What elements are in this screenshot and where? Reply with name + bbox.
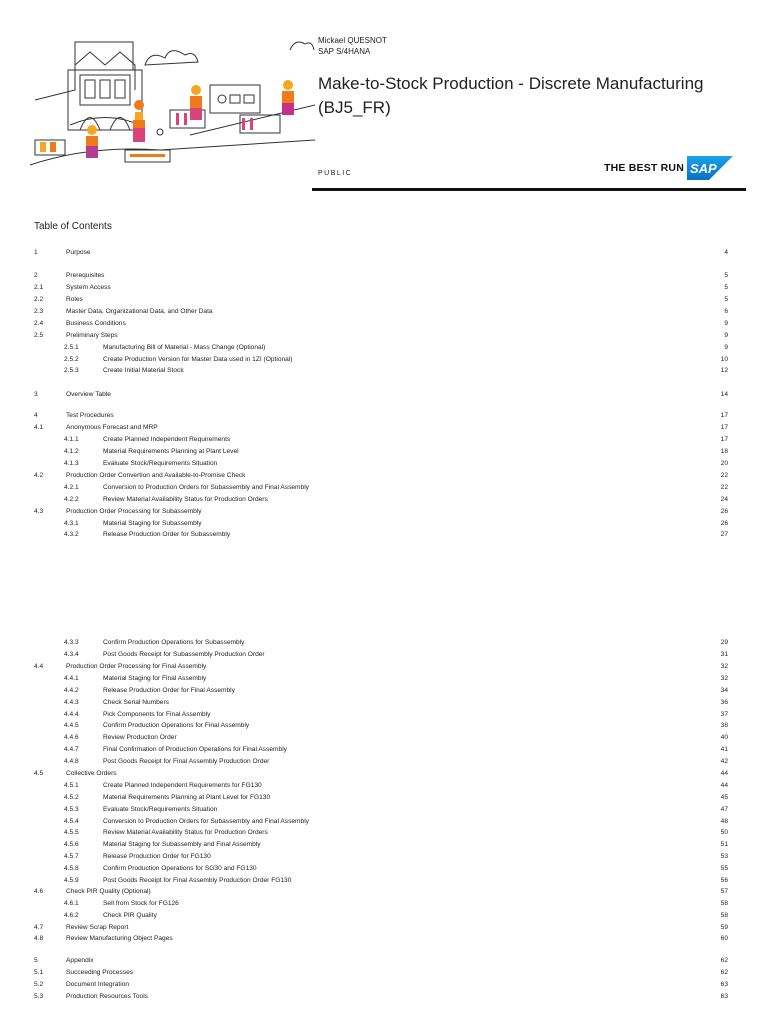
author-block	[318, 35, 387, 57]
toc-entry-label: Production Resources Tools	[66, 993, 148, 1000]
toc-entry-page: 6	[724, 308, 728, 315]
toc-entry-number: 4.4.6	[64, 734, 79, 741]
toc-entry[interactable]	[34, 979, 728, 990]
toc-entry-page: 58	[720, 912, 728, 919]
toc-entry-label: Production Order Convertion and Available-to-Promise Check	[66, 472, 246, 479]
toc-entry-number: 4	[34, 412, 38, 419]
toc-entry-number: 4.4.1	[64, 675, 79, 682]
toc-entry-label: Material Staging for Final Assembly	[103, 675, 207, 682]
toc-entry-page: 62	[720, 957, 728, 964]
toc-entry-number: 4.5.1	[64, 782, 79, 789]
toc-entry-page: 27	[720, 531, 728, 538]
toc-entry-label: Release Production Order for Final Assembly	[103, 687, 235, 694]
toc-entry[interactable]	[34, 294, 728, 305]
toc-entry-label: Conversion to Production Orders for Subassembly and Final Assembly	[103, 484, 309, 491]
toc-entry-label: Manufacturing Bill of Material - Mass Change (Optional)	[103, 344, 266, 351]
toc-entry-page: 34	[720, 687, 728, 694]
toc-entry-number: 5.1	[34, 969, 44, 976]
toc-entry-label: Post Goods Receipt for Final Assembly Production Order FG130	[103, 877, 292, 884]
toc-entry-page: 44	[720, 770, 728, 777]
toc-entry-label: Final Confirmation of Production Operations for Final Assembly	[103, 746, 287, 753]
toc-entry[interactable]	[34, 685, 728, 696]
toc-entry-page: 12	[720, 367, 728, 374]
toc-entry[interactable]	[34, 709, 728, 720]
toc-entry[interactable]	[34, 529, 728, 540]
toc-entry-page: 60	[720, 935, 728, 942]
toc-entry[interactable]	[34, 991, 728, 1002]
toc-entry-number: 4.4.8	[64, 758, 79, 765]
toc-entry-page: 24	[720, 496, 728, 503]
toc-entry[interactable]	[34, 886, 728, 897]
toc-entry-label: Production Order Processing for Final Assembly	[66, 663, 207, 670]
toc-entry[interactable]	[34, 875, 728, 886]
classification-label: PUBLIC	[318, 170, 353, 177]
toc-entry[interactable]	[34, 768, 728, 779]
toc-entry-number: 2.5.1	[64, 344, 79, 351]
toc-entry-number: 5	[34, 957, 38, 964]
toc-entry-number: 4.4.2	[64, 687, 79, 694]
toc-entry-number: 4.3.4	[64, 651, 79, 658]
toc-entry-page: 17	[720, 424, 728, 431]
toc-entry-number: 4.6.1	[64, 900, 79, 907]
toc-entry-page: 59	[720, 924, 728, 931]
toc-entry-number: 4.4	[34, 663, 44, 670]
toc-entry-label: Purpose	[66, 249, 91, 256]
toc-entry-page: 32	[720, 675, 728, 682]
toc-entry-number: 5.2	[34, 981, 44, 988]
toc-entry-number: 4.2.2	[64, 496, 79, 503]
toc-entry-label: Review Manufacturing Object Pages	[66, 935, 173, 942]
toc-entry[interactable]	[34, 637, 728, 648]
toc-entry-page: 50	[720, 829, 728, 836]
sap-logo-text: SAP	[690, 161, 717, 176]
toc-entry-label: Collective Orders	[66, 770, 117, 777]
toc-entry-page: 17	[720, 436, 728, 443]
toc-entry-number: 4.2.1	[64, 484, 79, 491]
toc-entry[interactable]	[34, 282, 728, 293]
toc-entry-number: 4.4.4	[64, 711, 79, 718]
toc-entry-number: 4.3.1	[64, 520, 79, 527]
toc-entry-label: Succeeding Processes	[66, 969, 134, 976]
toc-entry-page: 45	[720, 794, 728, 801]
toc-entry-number: 4.2	[34, 472, 44, 479]
toc-entry-number: 4.6.2	[64, 912, 79, 919]
toc-entry-label: Material Requirements Planning at Plant Level	[103, 448, 239, 455]
toc-entry[interactable]	[34, 458, 728, 469]
toc-entry[interactable]	[34, 661, 728, 672]
toc-entry-page: 63	[720, 981, 728, 988]
toc-entry-page: 53	[720, 853, 728, 860]
toc-entry[interactable]	[34, 354, 728, 365]
toc-entry-page: 14	[720, 391, 728, 398]
brand-tagline: THE BEST RUN	[604, 162, 684, 174]
toc-entry-number: 4.1	[34, 424, 44, 431]
toc-entry-page: 9	[724, 332, 728, 339]
toc-entry[interactable]	[34, 410, 728, 421]
toc-entry[interactable]	[34, 270, 728, 281]
toc-entry[interactable]	[34, 792, 728, 803]
toc-entry-page: 22	[720, 484, 728, 491]
toc-entry[interactable]	[34, 673, 728, 684]
toc-entry-page: 9	[724, 320, 728, 327]
toc-entry-label: Preliminary Steps	[66, 332, 118, 339]
toc-entry[interactable]	[34, 744, 728, 755]
toc-entry-number: 4.5.5	[64, 829, 79, 836]
toc-entry-number: 3	[34, 391, 38, 398]
toc-entry-page: 38	[720, 722, 728, 729]
toc-entry-label: Evaluate Stock/Requirements Situation	[103, 806, 218, 813]
toc-entry-label: Material Staging for Subassembly	[103, 520, 202, 527]
toc-entry-number: 4.4.5	[64, 722, 79, 729]
toc-entry[interactable]	[34, 851, 728, 862]
document-title: Make-to-Stock Production - Discrete Manufacturing (BJ5_FR)	[318, 74, 704, 117]
toc-entry-page: 5	[724, 296, 728, 303]
toc-entry[interactable]	[34, 518, 728, 529]
toc-entry-number: 4.5.9	[64, 877, 79, 884]
toc-entry-label: Create Planned Independent Requirements for FG130	[103, 782, 262, 789]
toc-entry-label: Check PIR Quality	[103, 912, 157, 919]
toc-title: Table of Contents	[34, 221, 112, 232]
toc-entry-page: 5	[724, 272, 728, 279]
toc-entry-number: 2	[34, 272, 38, 279]
toc-entry-page: 56	[720, 877, 728, 884]
toc-entry-page: 58	[720, 900, 728, 907]
toc-entry-page: 37	[720, 711, 728, 718]
toc-entry-number: 4.5.7	[64, 853, 79, 860]
toc-entry-page: 10	[720, 356, 728, 363]
toc-entry-page: 40	[720, 734, 728, 741]
toc-entry[interactable]	[34, 506, 728, 517]
toc-entry[interactable]	[34, 720, 728, 731]
toc-entry[interactable]	[34, 330, 728, 341]
toc-entry-page: 4	[724, 249, 728, 256]
toc-entry-label: Confirm Production Operations for SG30 and FG130	[103, 865, 257, 872]
toc-entry-label: Sell from Stock for FG126	[103, 900, 179, 907]
toc-entry-number: 4.3.2	[64, 531, 79, 538]
toc-entry[interactable]	[34, 804, 728, 815]
toc-entry[interactable]	[34, 306, 728, 317]
toc-entry-number: 4.7	[34, 924, 44, 931]
toc-entry-page: 9	[724, 344, 728, 351]
toc-entry-label: Material Staging for Subassembly and Final Assembly	[103, 841, 261, 848]
toc-entry[interactable]	[34, 422, 728, 433]
sap-logo-icon	[687, 156, 733, 180]
toc-entry-number: 4.5.8	[64, 865, 79, 872]
toc-entry-page: 17	[720, 412, 728, 419]
toc-entry-page: 29	[720, 639, 728, 646]
toc-entry[interactable]	[34, 967, 728, 978]
toc-entry-number: 4.1.3	[64, 460, 79, 467]
toc-entry[interactable]	[34, 389, 728, 400]
toc-entry-label: Create Planned Independent Requirements	[103, 436, 231, 443]
toc-entry-label: Evaluate Stock/Requirements Situation	[103, 460, 218, 467]
toc-entry-number: 4.5.2	[64, 794, 79, 801]
toc-entry-page: 18	[720, 448, 728, 455]
toc-entry-label: Review Production Order	[103, 734, 177, 741]
toc-entry[interactable]	[34, 318, 728, 329]
toc-entry-page: 22	[720, 472, 728, 479]
toc-entry-number: 4.1.2	[64, 448, 79, 455]
toc-entry[interactable]	[34, 365, 728, 376]
toc-entry-number: 4.5.6	[64, 841, 79, 848]
toc-entry-label: Prerequisites	[66, 272, 105, 279]
toc-entry[interactable]	[34, 863, 728, 874]
toc-entry-number: 4.5.4	[64, 818, 79, 825]
toc-entry[interactable]	[34, 732, 728, 743]
toc-entry-page: 26	[720, 508, 728, 515]
toc-entry-number: 2.1	[34, 284, 44, 291]
toc-entry-page: 32	[720, 663, 728, 670]
toc-entry-page: 41	[720, 746, 728, 753]
toc-entry[interactable]	[34, 839, 728, 850]
toc-entry[interactable]	[34, 955, 728, 966]
factory-illustration	[30, 30, 315, 170]
toc-entry[interactable]	[34, 494, 728, 505]
toc-entry-label: Roles	[66, 296, 83, 303]
toc-entry-label: Production Order Processing for Subassembly	[66, 508, 202, 515]
toc-entry-number: 4.4.7	[64, 746, 79, 753]
toc-entry-page: 51	[720, 841, 728, 848]
toc-entry-page: 63	[720, 993, 728, 1000]
toc-entry-number: 1	[34, 249, 38, 256]
toc-entry-number: 2.3	[34, 308, 44, 315]
toc-entry-number: 4.5.3	[64, 806, 79, 813]
toc-entry-page: 36	[720, 699, 728, 706]
toc-entry[interactable]	[34, 898, 728, 909]
toc-entry-label: Review Scrap Report	[66, 924, 129, 931]
product-name: SAP S/4HANA	[318, 47, 371, 56]
toc-entry-number: 5.3	[34, 993, 44, 1000]
toc-entry-label: Pick Components for Final Assembly	[103, 711, 211, 718]
author-name: Mickael QUESNOT	[318, 36, 387, 45]
toc-entry-number: 4.4.3	[64, 699, 79, 706]
toc-entry-page: 57	[720, 888, 728, 895]
toc-entry-page: 31	[720, 651, 728, 658]
toc-entry-number: 4.3.3	[64, 639, 79, 646]
toc-entry-number: 4.8	[34, 935, 44, 942]
toc-entry[interactable]	[34, 434, 728, 445]
toc-entry[interactable]	[34, 780, 728, 791]
toc-entry-page: 55	[720, 865, 728, 872]
toc-entry-label: Anonymous Forecast and MRP	[66, 424, 158, 431]
toc-entry-label: Check Serial Numbers	[103, 699, 169, 706]
toc-entry-number: 2.5.2	[64, 356, 79, 363]
header-rule	[312, 188, 746, 191]
toc-entry-label: Check PIR Quality (Optional)	[66, 888, 151, 895]
toc-entry[interactable]	[34, 697, 728, 708]
toc-entry-label: Material Requirements Planning at Plant Level for FG130	[103, 794, 271, 801]
cover-header	[0, 0, 768, 195]
toc-entry-page: 44	[720, 782, 728, 789]
toc-entry-label: Review Material Availability Status for Production Orders	[103, 829, 268, 836]
toc-entry-page: 47	[720, 806, 728, 813]
toc-entry-label: Post Goods Receipt for Subassembly Production Order	[103, 651, 265, 658]
toc-entry-label: Business Conditions	[66, 320, 126, 327]
toc-entry-page: 26	[720, 520, 728, 527]
toc-entry-label: Create Production Version for Master Data used in 1ZI (Optional)	[103, 356, 293, 363]
toc-entry-number: 4.5	[34, 770, 44, 777]
toc-entry-number: 2.2	[34, 296, 44, 303]
toc-entry-page: 62	[720, 969, 728, 976]
toc-entry-label: Review Material Availability Status for Production Orders	[103, 496, 268, 503]
toc-entry-number: 4.6	[34, 888, 44, 895]
toc-entry-number: 2.4	[34, 320, 44, 327]
toc-entry[interactable]	[34, 342, 728, 353]
toc-entry-label: Create Initial Material Stock	[103, 367, 184, 374]
toc-entry[interactable]	[34, 827, 728, 838]
toc-entry-number: 2.5.3	[64, 367, 79, 374]
toc-entry-label: Conversion to Production Orders for Subassembly and Final Assembly	[103, 818, 309, 825]
toc-entry-label: Document Integration	[66, 981, 130, 988]
toc-entry-label: Test Procedures	[66, 412, 114, 419]
toc-entry[interactable]	[34, 756, 728, 767]
toc-entry-label: Release Production Order for FG130	[103, 853, 211, 860]
toc-entry[interactable]	[34, 922, 728, 933]
toc-entry-label: Confirm Production Operations for Final Assembly	[103, 722, 250, 729]
toc-entry[interactable]	[34, 482, 728, 493]
toc-entry-label: Post Goods Receipt for Final Assembly Production Order	[103, 758, 270, 765]
toc-entry-page: 42	[720, 758, 728, 765]
brand-mark	[604, 156, 733, 180]
toc-entry-label: Overview Table	[66, 391, 111, 398]
toc-entry[interactable]	[34, 816, 728, 827]
toc-entry[interactable]	[34, 470, 728, 481]
toc-entry-label: Release Production Order for Subassembly	[103, 531, 231, 538]
toc-entry-number: 4.1.1	[64, 436, 79, 443]
toc-entry-label: Appendix	[66, 957, 94, 964]
toc-entry-number: 2.5	[34, 332, 44, 339]
toc-entry-number: 4.3	[34, 508, 44, 515]
toc-entry[interactable]	[34, 446, 728, 457]
toc-entry[interactable]	[34, 247, 728, 258]
toc-entry[interactable]	[34, 649, 728, 660]
toc-entry-page: 48	[720, 818, 728, 825]
toc-entry-label: System Access	[66, 284, 111, 291]
toc-entry-label: Master Data, Organizational Data, and Other Data	[66, 308, 213, 315]
toc-entry-page: 20	[720, 460, 728, 467]
toc-entry[interactable]	[34, 933, 728, 944]
toc-entry-page: 5	[724, 284, 728, 291]
toc-entry-label: Confirm Production Operations for Subassembly	[103, 639, 245, 646]
toc-entry[interactable]	[34, 910, 728, 921]
